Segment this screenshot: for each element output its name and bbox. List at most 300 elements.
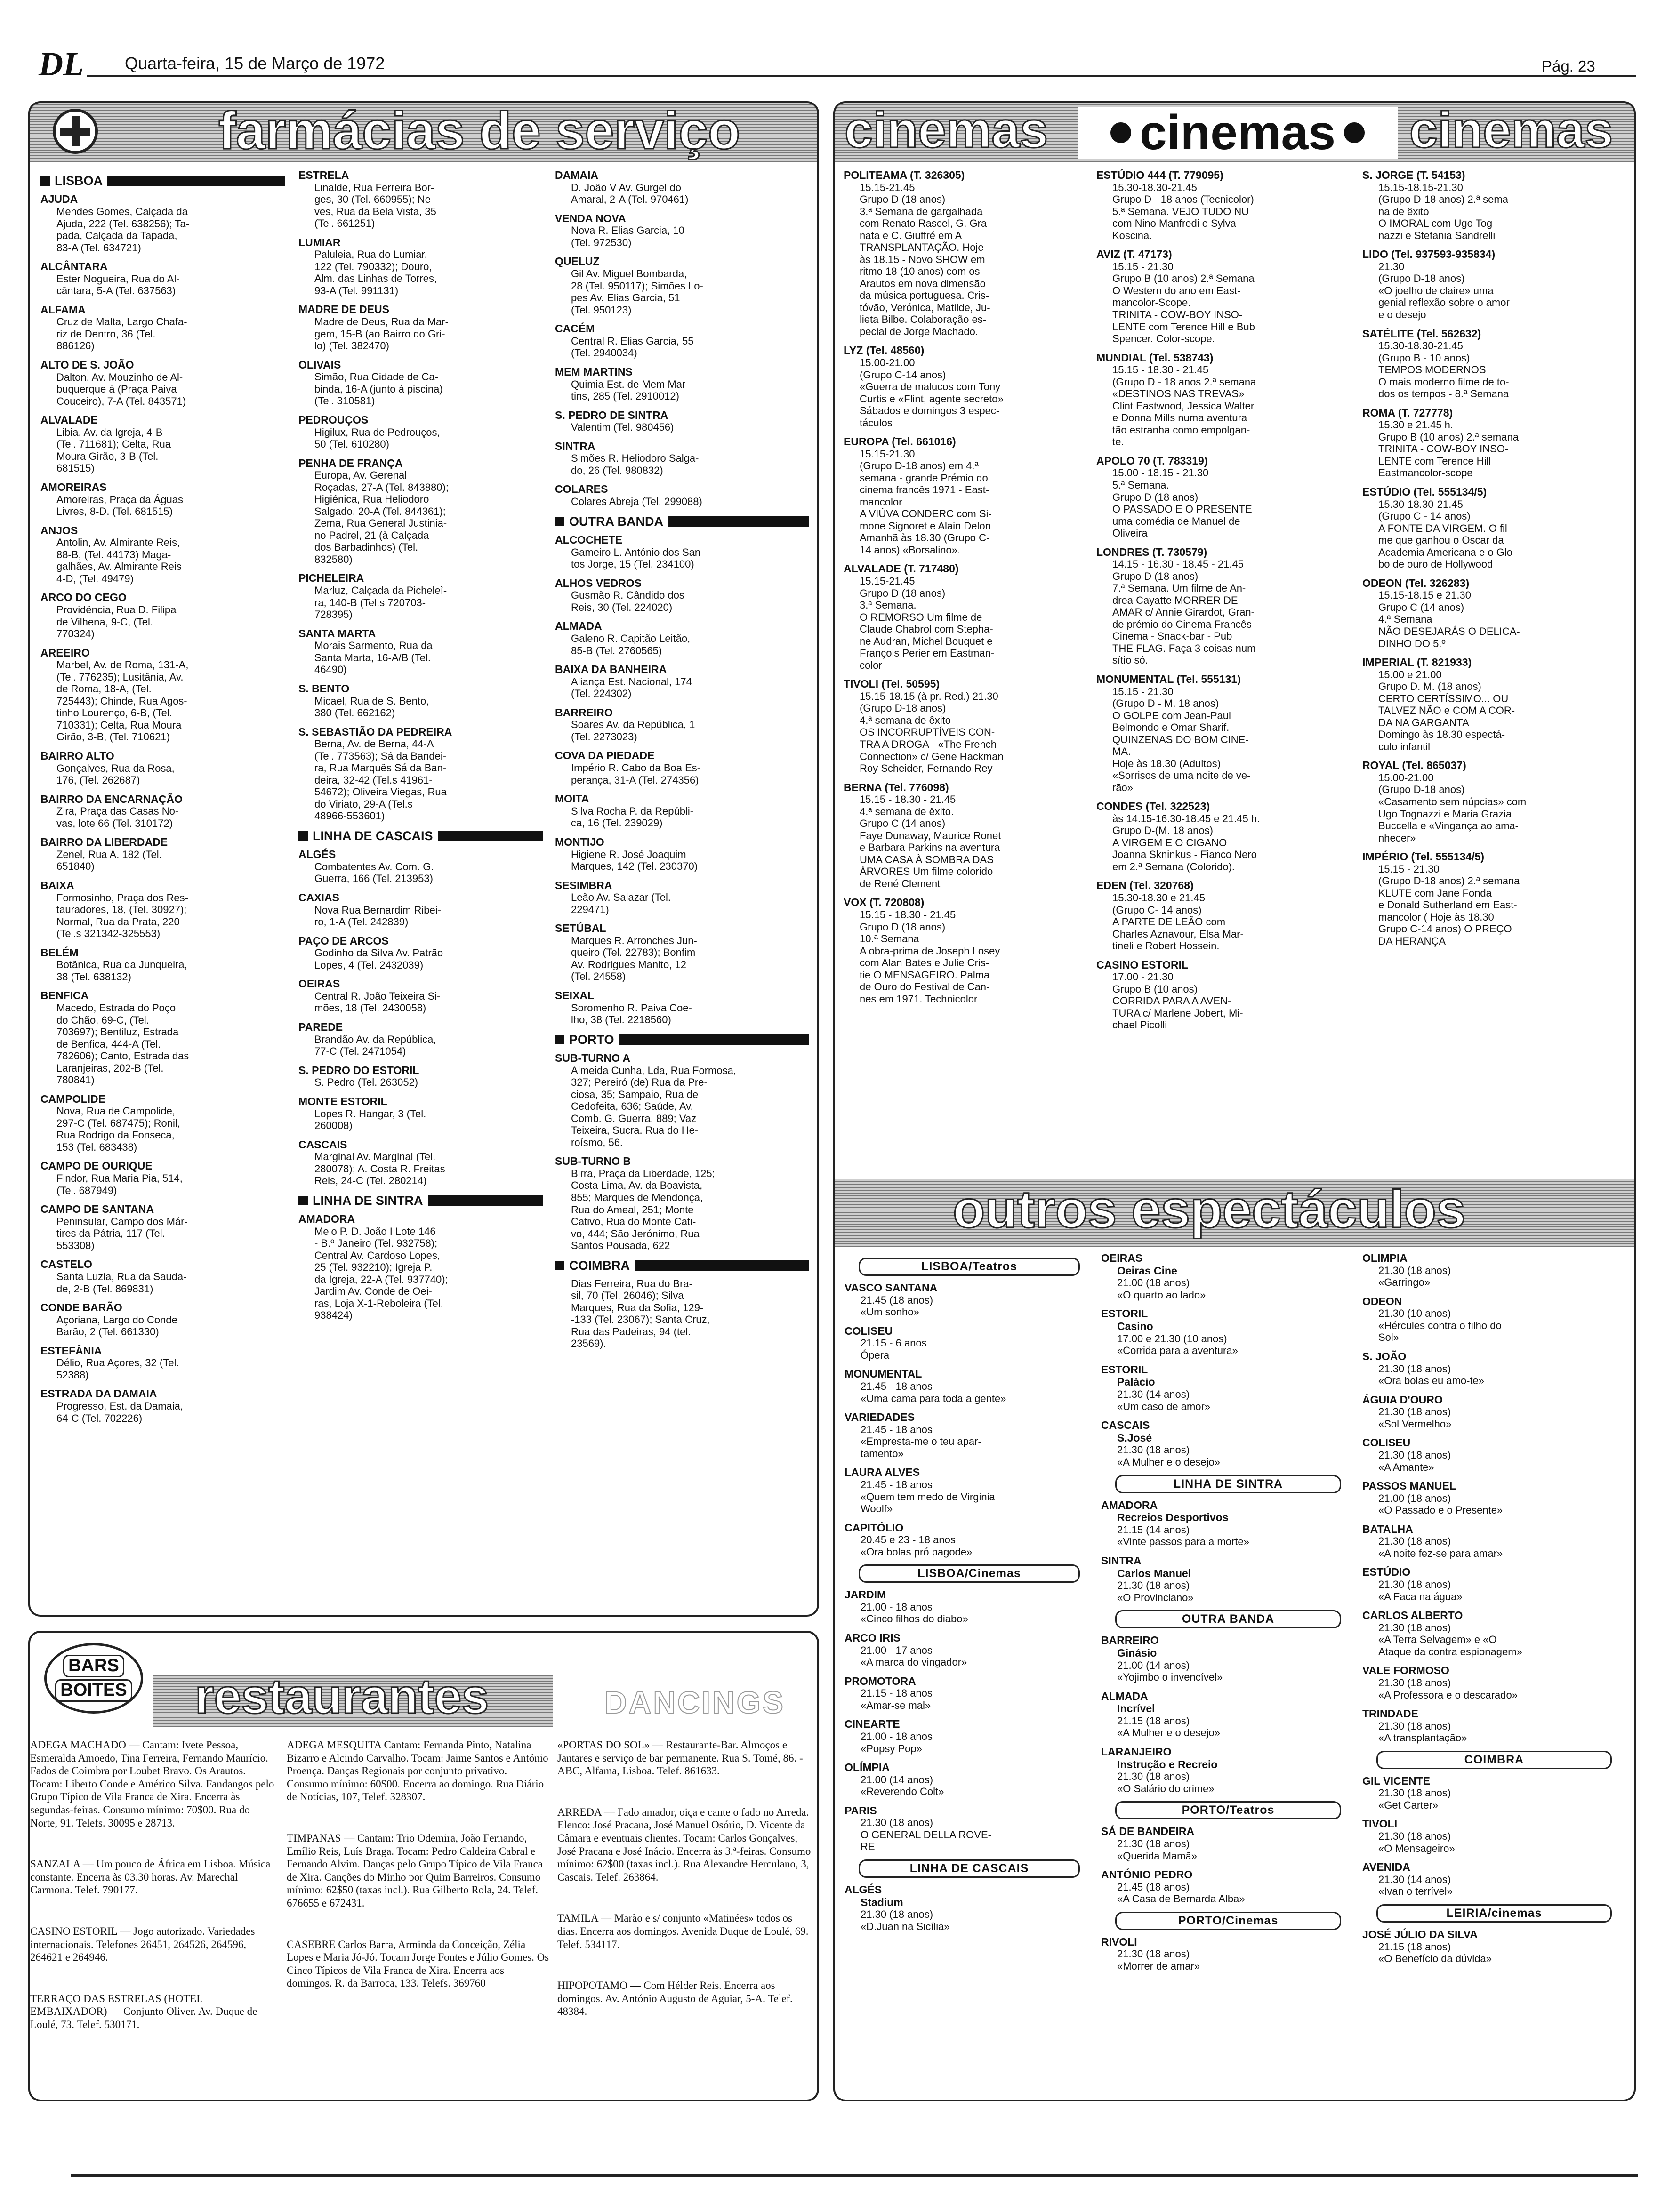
- entry-line: 153 (Tel. 683438): [56, 1141, 137, 1153]
- entry-line: TRANSPLANTAÇÃO. Hoje: [860, 241, 984, 254]
- entry-line: 21.45 (18 anos): [1117, 1881, 1190, 1893]
- entry-line: Soromenho R. Paiva Coe-: [571, 1002, 692, 1014]
- listing-entry: [1362, 1350, 1626, 1387]
- entry-name: BELÉM: [40, 946, 79, 959]
- entry-line: 14 anos) «Borsalino».: [860, 544, 961, 556]
- entry-line: 21.45 (18 anos): [861, 1294, 933, 1306]
- entry-line: Grupo D - 18 anos (Tecnicolor): [1112, 193, 1254, 206]
- entry-name: ALMADA: [1101, 1690, 1148, 1702]
- entry-line: Reis, 24-C (Tel. 280214): [314, 1175, 427, 1187]
- entry-line: Grupo D (18 anos): [1112, 570, 1199, 582]
- listing-entry: [555, 620, 809, 657]
- entry-line: 15.00 e 21.00: [1378, 668, 1442, 681]
- entry-line: mancolor ( Hoje às 18.30: [1378, 911, 1494, 923]
- entry-line: 176, (Tel. 262687): [56, 774, 140, 786]
- entry-name: ALMADA: [555, 620, 602, 633]
- entry-name: AJUDA: [40, 193, 78, 206]
- entry-line: Rua das Padeiras, 94 (tel.: [571, 1325, 691, 1338]
- footer-rule: [71, 2174, 1638, 2177]
- entry-line: 21.30 (18 anos): [1117, 1771, 1190, 1783]
- entry-line: 15.15-21.30: [860, 448, 915, 460]
- listing-entry: [845, 1411, 1094, 1459]
- entry-line: Paluleia, Rua do Lumiar,: [314, 248, 427, 261]
- entry-line: bo de ouro de Hollywood: [1378, 558, 1493, 570]
- entry-line: riz de Dentro, 36 (Tel.: [56, 328, 156, 340]
- entry-line: Reis, 30 (Tel. 224020): [571, 601, 673, 613]
- entry-line: Valentim (Tel. 980456): [571, 421, 674, 433]
- other-shows-column-1: [845, 1252, 1094, 2094]
- entry-line: Cinema - Snack-bar - Pub: [1112, 630, 1232, 642]
- entry-line: Morais Sarmento, Rua da: [314, 640, 433, 652]
- entry-line: Santa Marta, 16-A/B (Tel.: [314, 651, 431, 664]
- entry-line: «Garringo»: [1378, 1276, 1431, 1289]
- header-rule: [87, 75, 1636, 77]
- listing-entry: [845, 1325, 1094, 1362]
- entry-name: SINTRA: [555, 440, 595, 452]
- restaurant-entry: TAMILA — Marão e s/ conjunto «Matinées» todos os dias. Encerra aos domingos. Avenida Duque de Loulé, 69. Telef. 534117.: [557, 1912, 809, 1950]
- restaurant-entry: ADEGA MACHADO — Cantam: Ivete Pessoa, Esmeralda Amoedo, Tina Ferreira, Fernando Maurício. Fados de Coimbra por Loubet Bravo. Os Arautos. Tocam: Liberto Conde e Américo Silva. Fandangos pelo Grupo Típico de Vila Franca de Xira. Encerra às segundas-feiras. Consumo mínimo: 70$00. Rua do Norte, 91. Telefs. 30095 e 28713.: [30, 1739, 274, 1829]
- listing-entry: [1362, 1928, 1626, 1965]
- entry-line: 122 (Tel. 790332); Douro,: [314, 260, 432, 272]
- entry-venue: S.José: [1117, 1431, 1152, 1444]
- entry-line: Grupo C-14 anos) O PREÇO: [1378, 923, 1512, 935]
- entry-line: Jardim Av. Conde de Oei-: [314, 1285, 432, 1298]
- entry-line: às 14.15-16.30-18.45 e 21.45 h.: [1112, 812, 1260, 825]
- subsection-pill: LEIRIA/cinemas: [1376, 1904, 1612, 1923]
- entry-venue: Carlos Manuel: [1117, 1567, 1191, 1579]
- entry-line: Higilux, Rua de Pedrouços,: [314, 426, 440, 438]
- entry-name: CAMPOLIDE: [40, 1092, 105, 1105]
- entry-line: (Tel. 711681); Celta, Rua: [56, 438, 171, 450]
- entry-line: «O Passado e o Presente»: [1378, 1504, 1503, 1516]
- entry-line: do Chão, 69-C, (Tel.: [56, 1014, 149, 1026]
- entry-line: tauradores, 18, (Tel. 30927);: [56, 904, 187, 916]
- entry-line: 855; Marques de Mendonça,: [571, 1192, 703, 1203]
- entry-line: (Grupo C - 14 anos): [1378, 510, 1471, 522]
- section-bar: [668, 516, 809, 527]
- entry-line: Woolf»: [861, 1503, 893, 1515]
- entry-line: «A Terra Selvagem» e «O: [1378, 1634, 1497, 1646]
- listing-entry: [298, 359, 543, 407]
- entry-line: «Yojimbo o invencível»: [1117, 1671, 1223, 1683]
- cinemas-column-3: [1362, 169, 1626, 1218]
- entry-line: Connection» c/ Gene Hackman: [860, 750, 1004, 762]
- entry-line: (Tel. 972530): [571, 236, 632, 248]
- entry-name: BERNA (Tel. 776098): [844, 781, 949, 793]
- entry-name: ESTÚDIO (Tel. 555134/5): [1362, 486, 1487, 498]
- subsection-pill: LINHA DE CASCAIS: [859, 1859, 1080, 1878]
- entry-name: ESTEFÂNIA: [40, 1344, 102, 1357]
- entry-line: perança, 31-A (Tel. 274356): [571, 774, 699, 786]
- section-heading: [298, 1194, 543, 1208]
- entry-line: 15.30-18.30-21.45: [1378, 340, 1463, 352]
- entry-line: táculos: [860, 417, 893, 429]
- entry-name: VALE FORMOSO: [1362, 1664, 1449, 1677]
- entry-name: LIDO (Tel. 937593-935834): [1362, 248, 1496, 261]
- entry-line: «Casamento sem núpcias» com: [1378, 796, 1527, 808]
- entry-line: Lopes R. Hangar, 3 (Tel.: [314, 1107, 426, 1120]
- entry-line: 25 (Tel. 932210); Igreja P.: [314, 1261, 433, 1274]
- entry-line: dos Barbadinhos) (Tel.: [314, 541, 418, 553]
- entry-line: de Ouro do Festival de Can-: [860, 981, 990, 993]
- listing-entry: [40, 750, 285, 786]
- entry-line: Zema, Rua General Justinia-: [314, 517, 447, 529]
- listing-entry: [1096, 455, 1351, 539]
- entry-line: 21.30 (18 anos): [1378, 1621, 1451, 1634]
- cinemas-box: [833, 101, 1636, 1224]
- entry-line: sítio só.: [1112, 654, 1148, 666]
- entry-venue: Casino: [1117, 1320, 1153, 1333]
- listing-entry: [1362, 577, 1626, 649]
- listing-entry: [845, 1761, 1094, 1798]
- entry-line: (Grupo D-18 anos): [860, 702, 946, 714]
- entry-name: LARANJEIRO: [1101, 1746, 1172, 1758]
- entry-line: DA HERANÇA: [1378, 935, 1446, 947]
- entry-line: Claude Chabrol com Stepha-: [860, 623, 993, 635]
- entry-line: pecial de Jorge Machado.: [860, 325, 978, 337]
- entry-line: (Grupo B - 10 anos): [1378, 352, 1470, 364]
- entry-name: RIVOLI: [1101, 1935, 1137, 1948]
- entry-line: 780841): [56, 1074, 95, 1086]
- listing-entry: [40, 647, 285, 743]
- entry-line: «A noite fez-se para amar»: [1378, 1547, 1503, 1559]
- entry-line: 15.15 - 18.30 - 21.45: [1112, 364, 1209, 376]
- entry-line: (Grupo D - M. 18 anos): [1112, 697, 1219, 710]
- entry-name: CASTELO: [40, 1258, 92, 1271]
- entry-line: Belmondo e Omar Sharif.: [1112, 721, 1230, 734]
- entry-line: te.: [1112, 436, 1124, 448]
- entry-name: LONDRES (T. 730579): [1096, 545, 1207, 558]
- entry-line: 15.30-18.30-21.45: [1112, 181, 1197, 193]
- entry-line: «Quem tem medo de Virginia: [861, 1491, 995, 1503]
- entry-name: PROMOTORA: [845, 1675, 916, 1687]
- entry-line: tamento»: [861, 1447, 904, 1459]
- listing-entry: [845, 1368, 1094, 1404]
- entry-line: ne Audran, Michel Bouquet e: [860, 635, 993, 647]
- entry-line: com Renato Rascel, G. Gra-: [860, 217, 990, 230]
- entry-venue: Instrução e Recreio: [1117, 1758, 1218, 1771]
- subsection-pill: LINHA DE SINTRA: [1115, 1475, 1341, 1493]
- entry-name: ALCÂNTARA: [40, 260, 108, 273]
- listing-entry: [1101, 1825, 1355, 1862]
- section-title: LINHA DE CASCAIS: [313, 828, 433, 843]
- section-heading: [555, 1258, 809, 1273]
- entry-name: SANTA MARTA: [298, 627, 376, 640]
- entry-line: Silva Rocha P. da Repúbli-: [571, 805, 694, 817]
- listing-entry: [1362, 328, 1626, 400]
- entry-line: Marques, 142 (Tel. 230370): [571, 860, 698, 873]
- entry-line: de René Clement: [860, 877, 941, 890]
- entry-line: «A Casa de Bernarda Alba»: [1117, 1893, 1245, 1905]
- entry-line: A FONTE DA VIRGEM. O fil-: [1378, 522, 1511, 534]
- entry-line: Marques R. Arronches Jun-: [571, 934, 697, 946]
- entry-name: QUELUZ: [555, 255, 600, 268]
- entry-line: Europa, Av. Gerenal: [314, 469, 407, 481]
- restaurants-band-title: restaurantes: [195, 1675, 489, 1724]
- entry-line: 553308): [56, 1239, 95, 1251]
- pharmacies-column-1: [40, 169, 285, 1609]
- entry-line: binda, 16-A (junto à piscina): [314, 383, 443, 395]
- listing-entry: [40, 1387, 285, 1424]
- entry-line: 297-C (Tel. 687475); Ronil,: [56, 1117, 180, 1129]
- entry-line: Nova, Rua de Campolide,: [56, 1105, 175, 1117]
- section-title: LISBOA: [55, 174, 103, 188]
- entry-line: CORRIDA PARA A AVEN-: [1112, 995, 1231, 1007]
- entry-name: ESTRADA DA DAMAIA: [40, 1387, 157, 1400]
- entry-line: 21.00 - 18 anos: [861, 1601, 933, 1613]
- entry-line: tóvão, Verónica, Matilde, Ju-: [860, 301, 990, 313]
- listing-entry: [555, 255, 809, 316]
- entry-line: lo) (Tel. 382470): [314, 340, 389, 352]
- entry-name: MONTE ESTORIL: [298, 1095, 387, 1107]
- entry-line: «A marca do vingador»: [861, 1656, 967, 1668]
- entry-name: OEIRAS: [1101, 1252, 1143, 1264]
- entry-line: CERTO CERTÍSSIMO... OU: [1378, 692, 1509, 705]
- listing-entry: [1096, 169, 1351, 241]
- listing-entry: [844, 562, 1088, 671]
- other-shows-box: [833, 1179, 1636, 2101]
- entry-line: Combatentes Av. Com. G.: [314, 860, 434, 873]
- entry-line: de Roma, 18-A, (Tel.: [56, 683, 152, 695]
- entry-line: D. João V Av. Gurgel do: [571, 181, 681, 193]
- entry-line: Higiénica, Rua Heliodoro: [314, 493, 429, 505]
- listing-entry: [1362, 1861, 1626, 1898]
- listing-entry: [1101, 1419, 1355, 1468]
- entry-line: Cruz de Malta, Largo Chafa-: [56, 316, 187, 328]
- listing-entry: [298, 1064, 543, 1089]
- entry-line: Roy Scheider, Fernando Rey: [860, 762, 993, 775]
- entry-line: 7.ª Semana. Um filme de An-: [1112, 582, 1246, 594]
- entry-line: ves, Rua da Bela Vista, 35: [314, 205, 436, 217]
- listing-entry: [555, 1155, 809, 1251]
- entry-line: color: [860, 659, 882, 671]
- entry-line: nes em 1971. Technicolor: [860, 993, 978, 1005]
- entry-name: BAIRRO DA LIBERDADE: [40, 836, 168, 849]
- entry-name: PENHA DE FRANÇA: [298, 457, 403, 469]
- entry-name: ALGÉS: [845, 1883, 882, 1896]
- badge-line-2: BOITES: [55, 1679, 132, 1702]
- entry-line: 4.ª semana de êxito.: [860, 805, 954, 817]
- entry-line: Ugo Tognazzi e Maria Grazia: [1378, 808, 1512, 820]
- entry-line: e Barbara Parkins na aventura: [860, 842, 1000, 854]
- entry-name: EDEN (Tel. 320768): [1096, 879, 1194, 892]
- entry-line: 832580): [314, 553, 353, 565]
- entry-name: TRINDADE: [1362, 1707, 1418, 1720]
- entry-name: CASCAIS: [298, 1138, 347, 1151]
- listing-entry: [555, 366, 809, 402]
- entry-name: PEDROUÇOS: [298, 413, 369, 426]
- entry-line: 15.15 - 21.30: [1112, 685, 1174, 697]
- entry-line: 21.45 - 18 anos: [861, 1423, 933, 1435]
- entry-line: Simão, Rua Cidade de Ca-: [314, 371, 438, 383]
- entry-venue: Stadium: [861, 1896, 903, 1908]
- restaurant-entry: ARREDA — Fado amador, oiça e cante o fado no Arreda. Elenco: José Pracana, José Manuel Osório, D. Vicente da Câmara e eventuais clientes. Tocam: Carlos Gonçalves, José Pracana e José Inácio. Encerra às 3.ª-feiras. Consumo mínimo: 62$00 (taxas incl.). Rua Alexandre Herculano, 3, Cascais. Telef. 263864.: [557, 1806, 811, 1883]
- entry-line: «Guerra de malucos com Tony: [860, 381, 1001, 393]
- entry-line: «O joelho de claire» uma: [1378, 284, 1494, 297]
- entry-line: Gusmão R. Cândido dos: [571, 589, 684, 601]
- section-title: OUTRA BANDA: [569, 514, 663, 529]
- entry-line: 782606); Canto, Estrada das: [56, 1050, 189, 1062]
- entry-line: 21.30 (18 anos): [1378, 1362, 1451, 1375]
- restaurants-column-2: [287, 1739, 550, 2096]
- entry-line: 21.30 (18 anos): [1378, 1677, 1451, 1689]
- entry-line: 83-A (Tel. 634721): [56, 241, 141, 254]
- entry-line: 21.00 (18 anos): [1117, 1277, 1190, 1289]
- entry-line: Providência, Rua D. Filipa: [56, 604, 177, 616]
- entry-name: SETÚBAL: [555, 922, 606, 935]
- entry-line: Higiene R. José Joaquim: [571, 848, 686, 860]
- entry-line: Rua do Ameal, 251; Monte: [571, 1203, 694, 1216]
- cinemas-band-left: cinemas: [845, 103, 1048, 158]
- entry-line: roísmo, 56.: [571, 1136, 623, 1148]
- entry-name: S. PEDRO DO ESTORIL: [298, 1064, 419, 1076]
- entry-line: ra, 140-B (Tel.s 720703-: [314, 596, 426, 609]
- entry-line: 229471): [571, 903, 609, 915]
- entry-line: 17.00 e 21.30 (10 anos): [1117, 1332, 1227, 1345]
- listing-entry: [844, 896, 1088, 1005]
- listing-entry: [40, 591, 285, 640]
- listing-entry: [298, 848, 543, 885]
- entry-line: «Reverendo Colt»: [861, 1786, 944, 1798]
- entry-line: 15.00 - 18.15 - 21.30: [1112, 467, 1209, 479]
- entry-line: Grupo D (18 anos): [860, 587, 946, 599]
- entry-name: JOSÉ JÚLIO DA SILVA: [1362, 1928, 1478, 1940]
- entry-line: rão»: [1112, 781, 1134, 793]
- listing-entry: [845, 1282, 1094, 1318]
- entry-line: 725443); Chinde, Rua Agos-: [56, 695, 187, 707]
- entry-line: Hoje às 18.30 (Adultos): [1112, 757, 1221, 769]
- entry-line: (Tel. 950123): [571, 304, 632, 316]
- entry-line: Melo P. D. João I Lote 146: [314, 1225, 436, 1237]
- entry-name: ODEON: [1362, 1295, 1402, 1307]
- bars-boites-badge: [44, 1643, 143, 1714]
- listing-entry: [845, 1718, 1094, 1755]
- entry-line: queiro (Tel. 22783); Bonfim: [571, 946, 696, 959]
- entry-line: - B.º Janeiro (Tel. 932758);: [314, 1237, 438, 1250]
- listing-entry: [555, 836, 809, 873]
- listing-entry: [555, 577, 809, 614]
- entry-line: «Um sonho»: [861, 1306, 919, 1318]
- entry-line: A VIRGEM E O CIGANO: [1112, 836, 1227, 849]
- listing-entry: [298, 627, 543, 676]
- entry-line: Grupo D-(M. 18 anos): [1112, 825, 1213, 837]
- other-shows-column-2: [1101, 1252, 1355, 2094]
- entry-line: «A Mulher e o desejo»: [1117, 1456, 1220, 1468]
- entry-line: «Uma cama para toda a gente»: [861, 1392, 1006, 1404]
- entry-name: ALGÉS: [298, 848, 336, 861]
- entry-line: Império R. Cabo da Boa Es-: [571, 762, 701, 774]
- entry-line: Soares Av. da República, 1: [571, 719, 695, 731]
- listing-entry: [845, 1883, 1094, 1932]
- entry-line: Ester Nogueira, Rua do Al-: [56, 272, 180, 285]
- listing-entry: [555, 879, 809, 916]
- entry-line: 15.30-18.30 e 21.45: [1112, 892, 1205, 904]
- listing-entry: [298, 169, 543, 230]
- entry-line: Spencer. Color-scope.: [1112, 333, 1215, 345]
- entry-line: THE FLAG. Faça 3 coisas num: [1112, 642, 1256, 654]
- listing-entry: [298, 572, 543, 620]
- entry-name: CONDE BARÃO: [40, 1301, 122, 1314]
- section-title: PORTO: [569, 1032, 614, 1047]
- entry-line: (Tel. 2940034): [571, 347, 637, 359]
- entry-line: LENTE com Terence Hill: [1378, 455, 1491, 467]
- subsection-pill: LISBOA/Cinemas: [859, 1564, 1080, 1583]
- entry-name: SATÉLITE (Tel. 562632): [1362, 327, 1481, 340]
- entry-line: Birra, Praça da Liberdade, 125;: [571, 1167, 715, 1179]
- entry-name: SÁ DE BANDEIRA: [1101, 1825, 1195, 1838]
- entry-name: ESTÚDIO 444 (T. 779095): [1096, 169, 1223, 181]
- entry-line: 21.45 - 18 anos: [861, 1479, 933, 1491]
- entry-line: 64-C (Tel. 702226): [56, 1412, 143, 1424]
- entry-line: 380 (Tel. 662162): [314, 707, 395, 719]
- entry-line: 728395): [314, 609, 353, 621]
- entry-line: O mais moderno filme de to-: [1378, 376, 1509, 388]
- listing-entry: [844, 344, 1088, 429]
- entry-name: ALTO DE S. JOÃO: [40, 358, 134, 371]
- listing-entry: [40, 304, 285, 352]
- entry-name: ESTORIL: [1101, 1307, 1148, 1320]
- entry-line: com Alan Bates e Julie Cris-: [860, 957, 989, 969]
- listing-entry: [845, 1466, 1094, 1515]
- entry-line: 15.00-21.00: [1378, 771, 1434, 784]
- listing-entry: [298, 1095, 543, 1132]
- section-bar: [635, 1260, 809, 1271]
- entry-line: Clint Eastwood, Jessica Walter: [1112, 400, 1255, 412]
- restaurants-column-3: [557, 1739, 812, 2096]
- listing-entry: [40, 359, 285, 407]
- entry-name: EUROPA (Tel. 661016): [844, 435, 956, 448]
- listing-entry: [1362, 1566, 1626, 1603]
- entry-name: CASCAIS: [1101, 1419, 1150, 1432]
- entry-line: Antolin, Av. Almirante Reis,: [56, 537, 180, 549]
- entry-name: MADRE DE DEUS: [298, 303, 389, 316]
- entry-line: deira, 32-42 (Tel.s 41961-: [314, 774, 433, 786]
- listing-entry: [1362, 1664, 1626, 1701]
- entry-name: ARCO DO CEGO: [40, 591, 127, 604]
- entry-line: Botânica, Rua da Junqueira,: [56, 959, 187, 971]
- entry-line: «O Benefício da dúvida»: [1378, 1953, 1492, 1965]
- entry-name: AMADORA: [1101, 1499, 1158, 1511]
- entry-line: 260008): [314, 1120, 353, 1132]
- entry-line: Colares Abreja (Tel. 299088): [571, 496, 702, 508]
- restaurant-entry: ADEGA MESQUITA Cantam: Fernanda Pinto, Natalina Bizarro e Alcindo Carvalho. Tocam: Jaime Santos e António Proença. Danças Regionais por conjunto privativo. Consumo mínimo: 60$00. Encerra ao domingo. Rua Diário de Notícias, 107, Telef. 328307.: [287, 1739, 548, 1803]
- entry-line: 15.00-21.00: [860, 357, 915, 369]
- listing-entry: [40, 879, 285, 940]
- entry-name: COVA DA PIEDADE: [555, 749, 655, 762]
- entry-line: Salgado, 20-A (Tel. 844361);: [314, 505, 446, 517]
- entry-line: Marginal Av. Marginal (Tel.: [314, 1151, 436, 1163]
- entry-line: Lopes, 4 (Tel. 2432039): [314, 959, 424, 971]
- entry-line: tins, 285 (Tel. 2910012): [571, 390, 679, 402]
- entry-line: 21.30 (18 anos): [1117, 1579, 1190, 1592]
- entry-name: S. JOÃO: [1362, 1350, 1407, 1362]
- listing-entry: [40, 481, 285, 518]
- listing-entry: [298, 1138, 543, 1187]
- square-bullet-icon: [555, 1035, 564, 1044]
- entry-line: gem, 15-B (ao Bairro do Gri-: [314, 328, 445, 340]
- entry-line: (Tel. 310581): [314, 395, 375, 407]
- entry-line: 48966-553601): [314, 810, 385, 822]
- entry-line: (Grupo D-18 anos) 2.ª sema-: [1378, 193, 1512, 206]
- entry-line: (Tel. 773563); Sá da Bandei-: [314, 750, 447, 762]
- entry-line: vas, lote 66 (Tel. 310172): [56, 817, 173, 829]
- entry-line: Linalde, Rua Ferreira Bor-: [314, 181, 434, 193]
- entry-name: TIVOLI: [1362, 1818, 1398, 1830]
- listing-entry: [845, 1588, 1094, 1625]
- entry-line: Arautos em nova dimensão: [860, 277, 986, 289]
- entry-name: AVIZ (T. 47173): [1096, 248, 1172, 261]
- restaurant-entry: HIPOPOTAMO — Com Hélder Reis. Encerra aos domingos. Av. António Augusto de Aguiar, 5-A. Telef. 48384.: [557, 1980, 793, 2018]
